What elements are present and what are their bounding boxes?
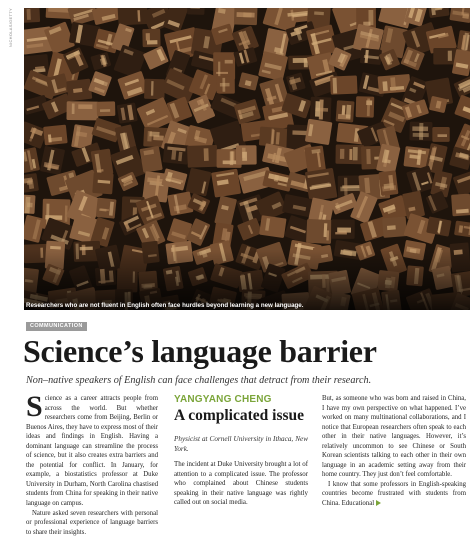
- intro-text: cience as a career attracts people from across the world. But whether researchers come from Beijing, Berlin or Buenos Aires, they have to express most of their ideas and findings in English. Having a dominant language can streamline the process of science, but it also creates extra barriers and the potential for conflict. In January, for example, a biostatistics professor at Duke University in Durham, North Carolina chastised students from China for speaking in their native language on campus.: [26, 395, 158, 508]
- photo-credit: NICHOLAS/GETTY: [8, 8, 13, 48]
- article-photo: [24, 8, 470, 310]
- contributor-body: The incident at Duke University brought a lot of attention to a complicated issue. The professor who complained about Chinese students speaking in their native language was rightly called out on social media.: [174, 461, 308, 507]
- article-dek: Non–native speakers of English can face challenges that detract from their research.: [26, 375, 372, 386]
- column-3-paragraph-1: But, as someone who was born and raised in China, I have my own perspective on what happened. I’ve worked on many multinational collaborations, and I notice that European researchers often speak to each other in their native languages. However, it’s relatively uncommon to see Chinese or South Korean scientists talking to each other in their own language in an academic setting away from their home country. They just don’t feel comfortable.: [322, 395, 466, 479]
- contributor-affiliation: Physicist at Cornell University in Ithaca, New York.: [174, 435, 308, 453]
- column-3-paragraph-2: [322, 480, 466, 509]
- continue-arrow-icon: [376, 500, 381, 506]
- article-column-3: [322, 394, 466, 509]
- article-column-1: [26, 390, 158, 537]
- article-headline: Science’s language barrier: [23, 333, 377, 369]
- intro-text-2: Nature asked seven researchers with personal or professional experience of language barriers to share their insights.: [26, 509, 158, 536]
- letterpress-type-image: [24, 8, 470, 310]
- article-column-2: [174, 394, 308, 508]
- column-3-text-2: I know that some professors in English-speaking countries become frustrated with students from China. Educational: [322, 480, 466, 508]
- section-tag[interactable]: COMMUNICATION: [26, 322, 87, 331]
- intro-paragraph-2: [26, 509, 158, 538]
- contributor-subheadline: A complicated issue: [174, 407, 305, 424]
- intro-paragraph: [26, 390, 158, 509]
- photo-caption: Researchers who are not fluent in English often face hurdles beyond learning a new language.: [26, 302, 304, 309]
- drop-cap: S: [26, 390, 43, 423]
- contributor-name: YANGYANG CHENG: [174, 394, 272, 405]
